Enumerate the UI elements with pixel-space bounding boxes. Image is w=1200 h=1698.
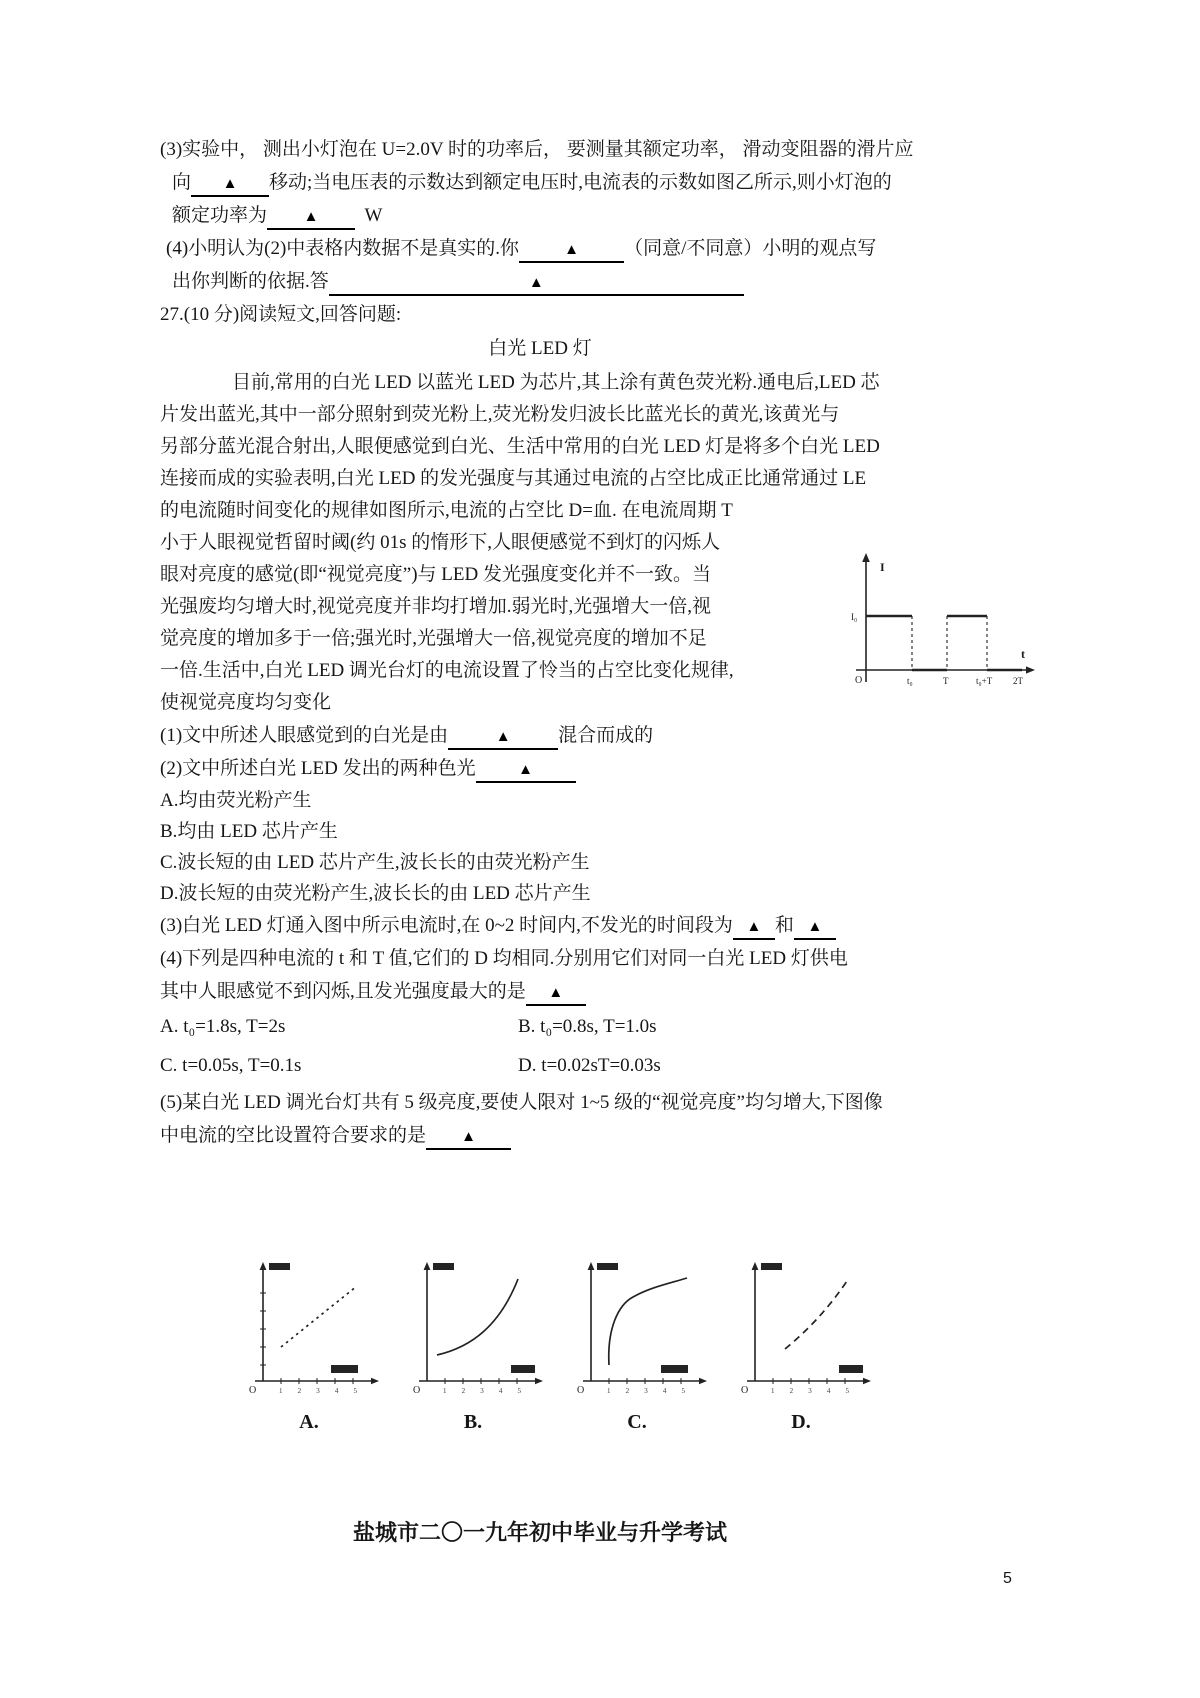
x-axis-arrow [699, 1378, 707, 1384]
q27-sub5-line1: (5)某白光 LED 调光台灯共有 5 级亮度,要使人限对 1~5 级的“视觉亮度”均匀增大,下图像 [160, 1092, 883, 1113]
answer-blank: ▲ [191, 173, 269, 197]
q26-part3-line3 [160, 199, 1060, 232]
answer-blank: ▲ [267, 206, 355, 230]
x-tick-labels: 1 2 3 4 5 [607, 1387, 685, 1395]
current-level-label: I₀ [851, 612, 858, 622]
page-number: 5 [1003, 1570, 1012, 1587]
y-axis-arrow [752, 1262, 759, 1270]
q27-sub1 [160, 719, 1060, 752]
square-wave-chart [850, 550, 1040, 705]
x-axis-label-blob [839, 1365, 863, 1373]
q26-part3-line2 [160, 166, 1060, 199]
q27-sub4-text: 其中人眼感觉不到闪烁,且发光强度最大的是 [160, 981, 526, 1002]
origin-label: O [577, 1385, 585, 1396]
tick-t0-plus-T: t₀+T [976, 676, 993, 686]
q27-sub4-line2 [160, 975, 1060, 1008]
q27-sub3-text: 和 [774, 915, 794, 936]
option-graph-b [397, 1253, 549, 1401]
option-graph-d [725, 1253, 877, 1401]
y-axis-label-blob [433, 1263, 454, 1270]
q27-sub5-line2 [160, 1119, 1060, 1152]
q26-text: W [364, 205, 383, 226]
origin-label: O [249, 1385, 257, 1396]
answer-blank: ▲ [519, 239, 624, 263]
article-line: 连接而成的实验表明,白光 LED 的发光强度与其通过电流的占空比成正比通常通过 LE [160, 468, 867, 489]
article-line: 小于人眼视觉哲留时阈(约 01s 的惰形下,人眼便感觉不到灯的闪烁人 [160, 532, 720, 553]
x-axis-arrow [371, 1378, 379, 1384]
q26-text: 向 [172, 172, 192, 193]
q27-sub4-options-row1 [160, 1008, 1060, 1046]
q26-text: (4)小明认为(2)中表格内数据不是真实的.你 [166, 238, 520, 259]
x-axis-arrow [1026, 666, 1035, 673]
answer-blank: ▲ [476, 759, 576, 783]
y-axis-arrow [424, 1262, 431, 1270]
origin-label: O [855, 675, 863, 686]
article-line: 目前,常用的白光 LED 以蓝光 LED 为芯片,其上涂有黄色荧光粉.通电后,LED 芯 [232, 372, 880, 393]
q26-text: 出你判断的依据.答 [172, 271, 329, 292]
option-graph-cell-c [561, 1253, 713, 1434]
q27-heading [160, 298, 1060, 331]
option-graph-cell-a [233, 1253, 385, 1434]
article-line: 光强废均匀增大时,视觉亮度并非均打增加.弱光时,光强增大一倍,视 [160, 596, 712, 617]
answer-blank: ▲ [426, 1126, 511, 1150]
q26-text: （同意/不同意）小明的观点写 [624, 238, 877, 259]
x-axis-arrow [535, 1378, 543, 1384]
x-axis-label: t [1021, 647, 1025, 661]
graph-label-d: D. [791, 1411, 811, 1433]
q27-sub2-option-a: A.均由荧光粉产生 [160, 790, 312, 811]
curve-linear-dashed [785, 1281, 847, 1349]
q27-sub4-options-row2 [160, 1046, 1060, 1086]
y-axis-label-blob [597, 1263, 618, 1270]
q27-sub4-option-a: A. t₀=1.8s, T=2s [160, 1016, 286, 1037]
x-tick-labels: 1 2 3 4 5 [279, 1387, 357, 1395]
q26-part4-line2 [160, 265, 1060, 298]
y-axis-arrow [862, 553, 870, 562]
option-graph-c [561, 1253, 713, 1401]
option-graphs-row [233, 1253, 877, 1434]
y-axis-arrow [260, 1262, 267, 1270]
q26-text: 移动;当电压表的示数达到额定电压时,电流表的示数如图乙所示,则小灯泡的 [269, 172, 892, 193]
q26-text: 额定功率为 [172, 205, 268, 226]
q27-heading-text: 27.(10 分)阅读短文,回答问题: [160, 304, 402, 325]
curve-concave-down [609, 1278, 687, 1365]
article-line: 的电流随时间变化的规律如图所示,电流的占空比 D=血. 在电流周期 T [160, 500, 733, 521]
graph-label-a: A. [299, 1411, 319, 1433]
q26-part4-line1 [160, 232, 1060, 265]
graph-label-c: C. [627, 1411, 647, 1433]
q27-sub4-option-d: D. t=0.02sT=0.03s [518, 1055, 661, 1076]
option-graph-cell-b [397, 1253, 549, 1434]
q27-sub5-text: 中电流的空比设置符合要求的是 [160, 1125, 427, 1146]
x-axis-label-blob [511, 1365, 535, 1373]
article-line: 眼对亮度的感觉(即“视觉亮度”)与 LED 发光强度变化并不一致。当 [160, 564, 711, 585]
q27-sub4-line1: (4)下列是四种电流的 t 和 T 值,它们的 D 均相同.分别用它们对同一白光 LED 灯供电 [160, 948, 848, 969]
article-line: 片发出蓝光,其中一部分照射到荧光粉上,荧光粉发归波长比蓝光长的黄光,该黄光与 [160, 404, 840, 425]
q26-text: (3)实验中， 测出小灯泡在 U=2.0V 时的功率后， 要测量其额定功率， 滑动变阻器的滑片应 [160, 139, 914, 160]
answer-blank: ▲ [526, 982, 586, 1006]
q27-sub2-option-c: C.波长短的由 LED 芯片产生,波长长的由荧光粉产生 [160, 852, 590, 873]
q26-part3-line1 [160, 133, 1060, 166]
article-title: 白光 LED 灯 [488, 338, 592, 359]
q27-sub4-option-c: C. t=0.05s, T=0.1s [160, 1055, 302, 1076]
tick-2T: 2T [1013, 676, 1023, 686]
q27-sub2-option-d: D.波长短的由荧光粉产生,波长长的由 LED 芯片产生 [160, 883, 591, 904]
q27-sub2-option-b: B.均由 LED 芯片产生 [160, 821, 338, 842]
curve-linear-dotted [281, 1286, 357, 1347]
article-line: 觉亮度的增加多于一倍;强光时,光强增大一倍,视觉亮度的增加不足 [160, 628, 707, 649]
x-tick-labels: 1 2 3 4 5 [443, 1387, 521, 1395]
article-body [160, 367, 1060, 719]
q27-sub2-text: (2)文中所述白光 LED 发出的两种色光 [160, 758, 476, 779]
answer-blank: ▲ [448, 726, 558, 750]
q27-sub3 [160, 909, 1060, 942]
x-axis-label-blob [661, 1365, 688, 1373]
answer-blank: ▲ [733, 916, 775, 940]
q27-sub1-text: 混合而成的 [558, 725, 654, 746]
tick-T: T [943, 676, 949, 686]
y-axis-label: I [880, 560, 885, 574]
x-axis-label-blob [331, 1365, 358, 1373]
tick-t0: t₀ [907, 676, 913, 686]
y-axis-label-blob [761, 1263, 782, 1270]
answer-blank: ▲ [794, 916, 836, 940]
answer-blank: ▲ [329, 272, 744, 296]
page-content [160, 133, 1060, 1152]
x-tick-labels: 1 2 3 4 5 [771, 1387, 849, 1395]
article-line: 使视觉亮度均匀变化 [160, 692, 332, 713]
article-line: 另部分蓝光混合射出,人眼便感觉到白光、生活中常用的白光 LED 灯是将多个白光 LED [160, 436, 880, 457]
origin-label: O [413, 1385, 421, 1396]
option-graph-a [233, 1253, 385, 1401]
q27-sub2 [160, 752, 1060, 785]
q27-sub1-text: (1)文中所述人眼感觉到的白光是由 [160, 725, 449, 746]
option-graph-cell-d [725, 1253, 877, 1434]
graph-label-b: B. [463, 1411, 483, 1433]
q27-sub4-option-b: B. t₀=0.8s, T=1.0s [518, 1016, 657, 1037]
q27-sub3-text: (3)白光 LED 灯通入图中所示电流时,在 0~2 时间内,不发光的时间段为 [160, 915, 733, 936]
origin-label: O [741, 1385, 749, 1396]
current-time-figure [850, 550, 1040, 705]
article-line: 一倍.生活中,白光 LED 调光台灯的电流设置了怜当的占空比变化规律, [160, 660, 734, 681]
x-axis-arrow [863, 1378, 871, 1384]
exam-footer-title: 盐城市二〇一九年初中毕业与升学考试 [352, 1520, 727, 1545]
curve-concave-up [437, 1279, 518, 1355]
y-axis-label-blob [269, 1263, 290, 1270]
y-axis-arrow [588, 1262, 595, 1270]
